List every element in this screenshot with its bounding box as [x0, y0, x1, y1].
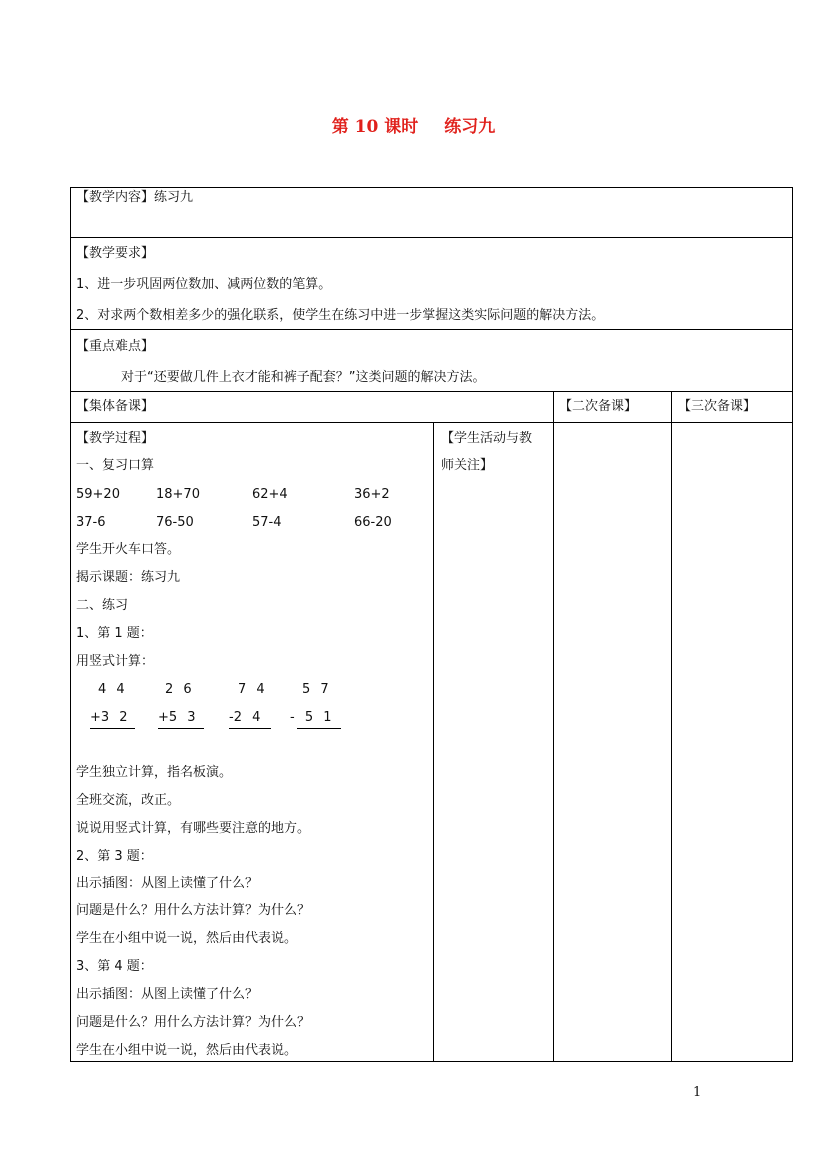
process-line: 学生在小组中说一说，然后由代表说。 [76, 1043, 298, 1058]
row-divider [70, 422, 793, 423]
keypoints-text: 对于“还要做几件上衣才能和裤子配套？”这类问题的解决方法。 [121, 370, 486, 385]
process-line: 学生在小组中说一说，然后由代表说。 [76, 931, 298, 946]
process-label: 【教学过程】 [76, 431, 155, 446]
oral-problem: 76-50 [156, 515, 194, 530]
page-title [0, 112, 827, 137]
keypoints-label: 【重点难点】 [76, 339, 155, 354]
process-line: 问题是什么？用什么方法计算？为什么？ [76, 1015, 311, 1030]
process-line: 出示插图：从图上读懂了什么？ [76, 876, 259, 891]
activity-label: 师关注】 [441, 458, 494, 473]
row-divider [70, 237, 793, 238]
content-label: 【教学内容】练习九 [76, 190, 194, 205]
title-lesson: 第 10 课时 [331, 117, 419, 137]
row-divider [70, 329, 793, 330]
oral-problem: 62+4 [252, 487, 288, 502]
oral-problem: 36+2 [354, 487, 390, 502]
col-divider [671, 391, 672, 1062]
title-name: 练习九 [444, 117, 496, 137]
process-line: 说说用竖式计算，有哪些要注意的地方。 [76, 821, 311, 836]
col-divider [553, 391, 554, 1062]
page-number: 1 [693, 1085, 702, 1100]
oral-problem: 37-6 [76, 515, 106, 530]
vertical-underline [158, 728, 204, 729]
requirement-item: 1、进一步巩固两位数加、减两位数的笔算。 [76, 277, 332, 292]
requirements-label: 【教学要求】 [76, 246, 155, 261]
section-heading: 二、练习 [76, 598, 129, 613]
process-line: 全班交流，改正。 [76, 793, 181, 808]
col-divider [433, 422, 434, 1062]
process-line: 出示插图：从图上读懂了什么？ [76, 987, 259, 1002]
vertical-underline [229, 728, 271, 729]
third-prep-label: 【三次备课】 [678, 399, 757, 414]
vertical-bottom: +3 2 [90, 710, 128, 725]
oral-problem: 18+70 [156, 487, 200, 502]
vertical-bottom: +5 3 [158, 710, 196, 725]
collective-prep-label: 【集体备课】 [76, 399, 155, 414]
section-heading: 一、复习口算 [76, 458, 155, 473]
second-prep-label: 【二次备课】 [559, 399, 638, 414]
row-divider [70, 391, 793, 392]
question-heading: 2、第 3 题： [76, 849, 153, 864]
process-line: 学生开火车口答。 [76, 542, 181, 557]
activity-label: 【学生活动与教 [441, 431, 533, 446]
vertical-underline [90, 728, 135, 729]
requirement-item: 2、对求两个数相差多少的强化联系，使学生在练习中进一步掌握这类实际问题的解决方法。 [76, 308, 605, 323]
question-heading: 3、第 4 题： [76, 959, 153, 974]
vertical-top: 5 7 [302, 682, 329, 697]
question-heading: 1、第 1 题： [76, 626, 153, 641]
process-line: 用竖式计算： [76, 654, 155, 669]
process-line: 揭示课题：练习九 [76, 570, 181, 585]
oral-problem: 59+20 [76, 487, 120, 502]
process-line: 学生独立计算，指名板演。 [76, 765, 233, 780]
process-line: 问题是什么？用什么方法计算？为什么？ [76, 903, 311, 918]
oral-problem: 66-20 [354, 515, 392, 530]
vertical-top: 4 4 [98, 682, 125, 697]
vertical-underline [297, 728, 341, 729]
vertical-bottom: - 5 1 [290, 710, 332, 725]
vertical-top: 7 4 [238, 682, 265, 697]
vertical-bottom: -2 4 [229, 710, 261, 725]
oral-problem: 57-4 [252, 515, 282, 530]
vertical-top: 2 6 [165, 682, 192, 697]
